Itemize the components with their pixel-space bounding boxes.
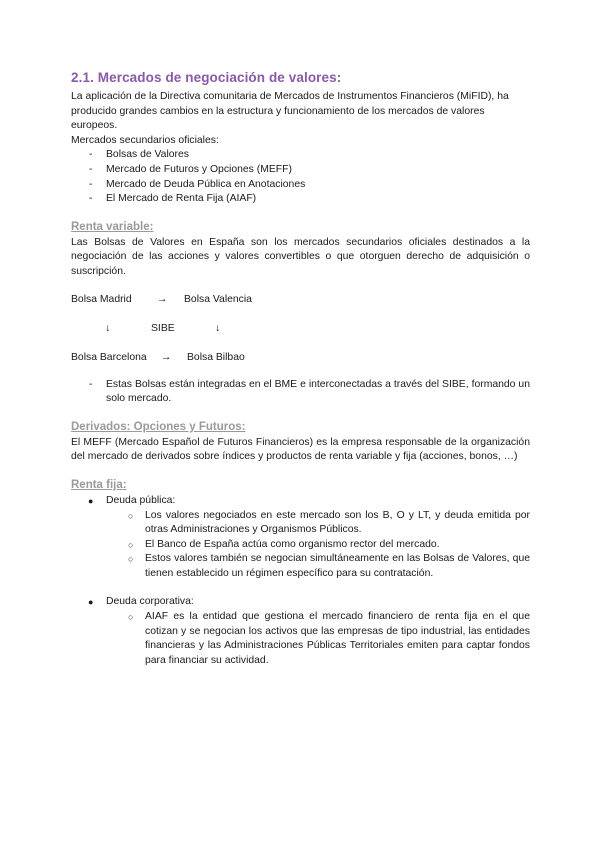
list-item — [71, 595, 530, 668]
secondary-markets-list — [71, 148, 530, 206]
intro-paragraph: La aplicación de la Directiva comunitaria de Mercados de Instrumentos Financieros (MiFID), ha producido grandes cambios en la estructura y funcionamiento de los mercados de valores europeos. — [71, 91, 509, 132]
derivados-heading: Derivados: Opciones y Futuros: — [71, 420, 246, 433]
deuda-publica-label: Deuda pública: — [106, 494, 176, 506]
arrow-right-icon: → — [161, 351, 172, 363]
circle-bullet-icon: ○ — [128, 612, 134, 623]
bullet-icon: ● — [88, 495, 94, 506]
deuda-corporativa-label: Deuda corporativa: — [106, 596, 194, 608]
list-item: ○ El Banco de España actúa como organismo rector del mercado. — [71, 538, 530, 553]
renta-variable-paragraph: Las Bolsas de Valores en España son los mercados secundarios oficiales destinados a la negociación de las acciones y valores convertibles o que otorguen derecho de adquisición o suscripción. — [71, 236, 530, 277]
derivados-paragraph: El MEFF (Mercado Español de Futuros Financieros) es la empresa responsable de la organización del mercado de derivados sobre índices y productos de renta variable y fija (acciones, bonos, …) — [71, 436, 530, 463]
list-item: ○ Estos valores también se negocian simultáneamente en las Bolsas de Valores, que tienen establecido un régimen específico para su contratación. — [128, 553, 530, 579]
deuda-publica-items — [71, 509, 530, 582]
sibe-label: SIBE — [151, 322, 175, 334]
deuda-corporativa-items — [71, 610, 530, 668]
list-item: - Bolsas de Valores — [89, 149, 189, 161]
arrow-right-icon: → — [157, 293, 168, 305]
renta-variable-notes — [71, 378, 530, 407]
list-item: - Mercado de Deuda Pública en Anotaciones — [89, 178, 306, 190]
section-heading: 2.1. Mercados de negociación de valores: — [71, 70, 342, 85]
renta-fija-heading: Renta fija: — [71, 478, 127, 491]
renta-fija-list — [71, 494, 530, 669]
arrow-down-icon: ↓ — [215, 322, 221, 334]
arrow-down-icon: ↓ — [105, 322, 111, 334]
circle-bullet-icon: ○ — [128, 510, 134, 521]
bolsa-barcelona-label: Bolsa Barcelona — [71, 351, 147, 363]
list-item: - El Mercado de Renta Fija (AIAF) — [89, 193, 257, 205]
list-item — [71, 494, 530, 582]
list-item: - Estas Bolsas están integradas en el BME e interconectadas a través del SIBE, formando un solo mercado. — [89, 378, 530, 405]
bullet-icon: ● — [88, 597, 94, 608]
circle-bullet-icon: ○ — [128, 554, 134, 565]
bolsa-valencia-label: Bolsa Valencia — [184, 293, 252, 305]
bolsa-bilbao-label: Bolsa Bilbao — [187, 351, 245, 363]
spacer — [71, 581, 530, 595]
bolsas-diagram — [71, 294, 530, 374]
document-page — [71, 70, 530, 668]
list-item: ○ AIAF es la entidad que gestiona el mercado financiero de renta fija en el que cotizan y se negocian los activos que las empresas de tipo industrial, las entidades financieras y las Administraciones Públicas Territoriales emiten para captar fondos para financiar su actividad. — [128, 611, 530, 666]
list-item: - Mercado de Futuros y Opciones (MEFF) — [89, 163, 292, 175]
secondary-markets-label: Mercados secundarios oficiales: — [71, 134, 219, 146]
bolsa-madrid-label: Bolsa Madrid — [71, 293, 132, 305]
circle-bullet-icon: ○ — [128, 539, 134, 550]
renta-variable-heading: Renta variable: — [71, 220, 154, 233]
list-item: ○ Los valores negociados en este mercado son los B, O y LT, y deuda emitida por otras Administraciones y Organismos Públicos. — [128, 509, 530, 536]
